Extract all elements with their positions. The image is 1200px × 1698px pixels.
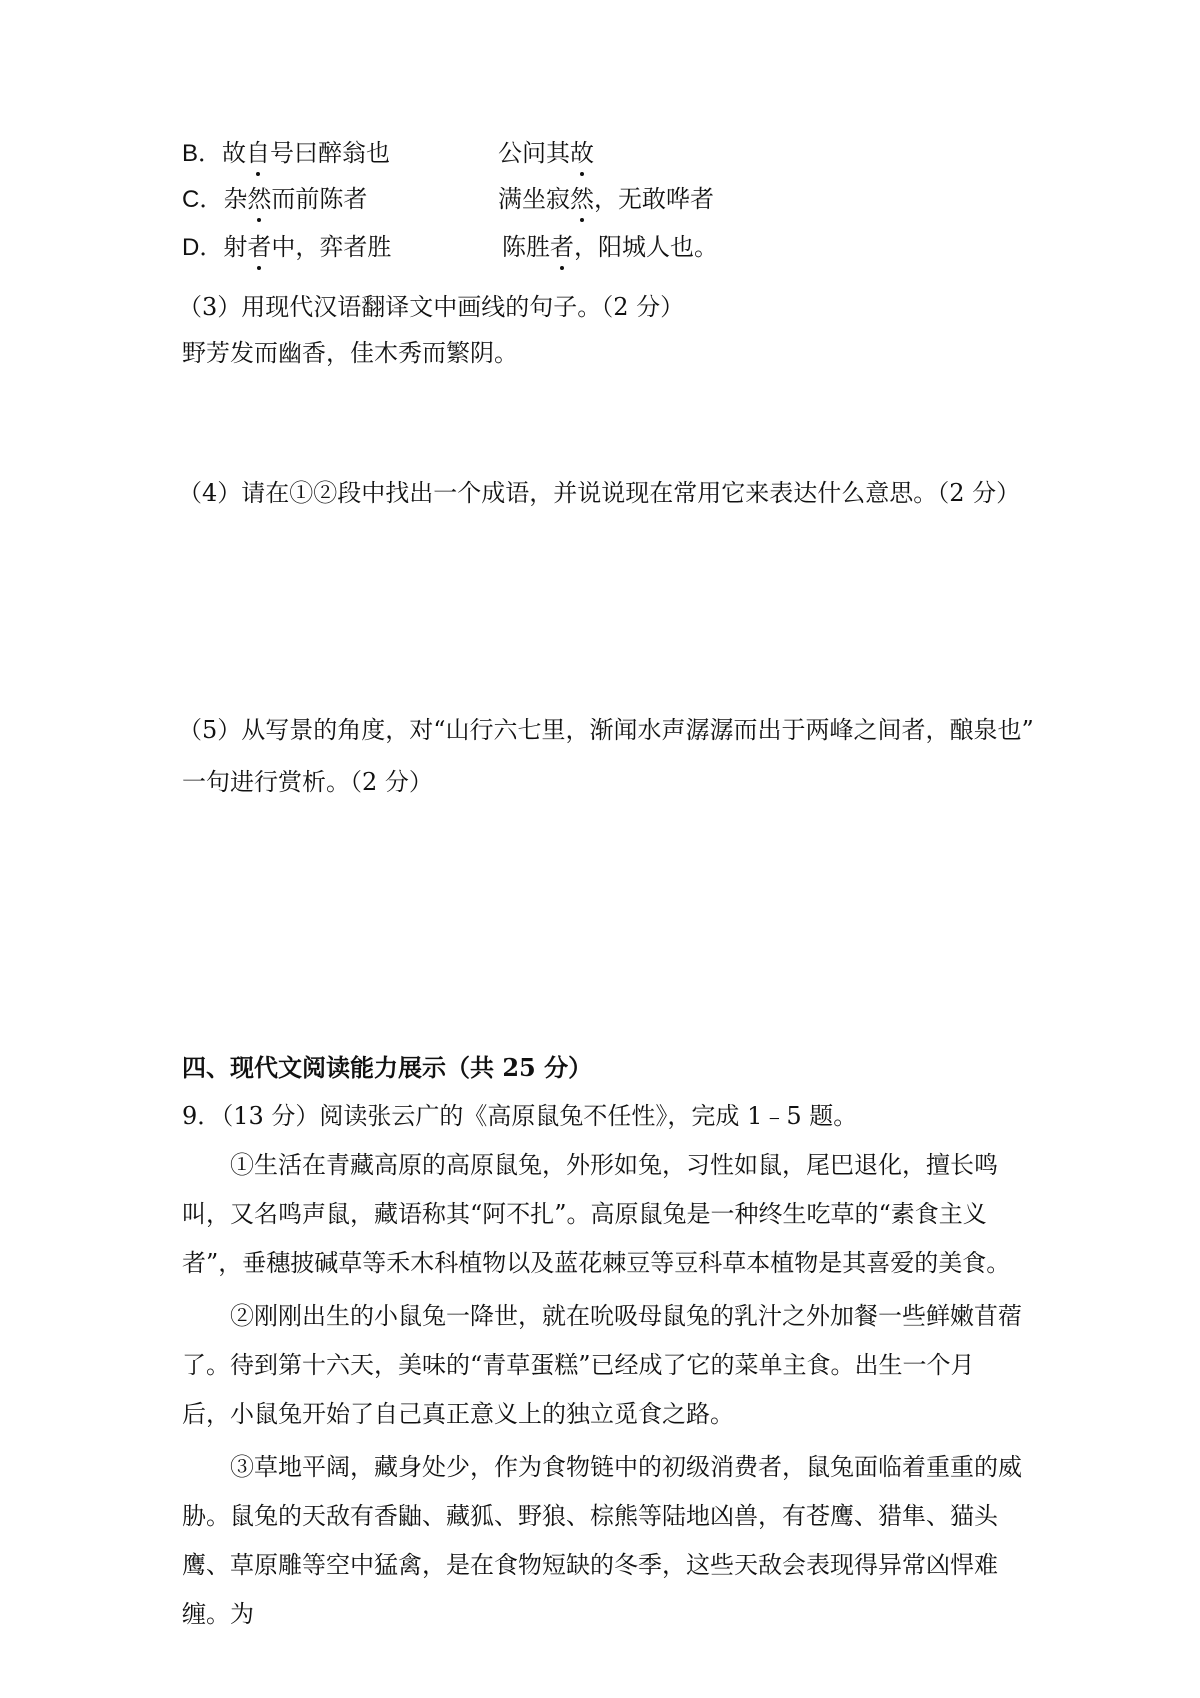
dotted-char: 然: [247, 185, 272, 213]
option-label: D．: [182, 234, 224, 261]
option-c: C．杂然而前陈者: [182, 185, 368, 213]
option-c-right: 满坐寂然，无敢哗者: [498, 185, 714, 213]
dotted-char: 然: [570, 185, 594, 213]
reading-paragraph-2: ②刚刚出生的小鼠兔一降世，就在吮吸母鼠兔的乳汁之外加餐一些鲜嫩苜蓿了。待到第十六天，美味的“青草蛋糕”已经成了它的菜单主食。出生一个月后，小鼠兔开始了自己真正意义上的独立觅食之路。: [182, 1302, 1022, 1428]
reading-paragraph-1: ①生活在青藏高原的高原鼠兔，外形如兔，习性如鼠，尾巴退化，擅长鸣叫，又名鸣声鼠，藏语称其“阿不扎”。高原鼠兔是一种终生吃草的“素食主义者”，垂穗披碱草等禾木科植物以及蓝花棘豆等豆科草本植物是其喜爱的美食。: [182, 1151, 1011, 1277]
option-label: B．: [182, 140, 223, 167]
question-3-sentence: 野芳发而幽香，佳木秀而繁阴。: [182, 339, 518, 367]
dotted-char: 者: [247, 233, 272, 261]
option-b: B．故自号曰醉翁也: [182, 139, 391, 167]
dotted-char: 自: [246, 139, 271, 167]
question-5-line-1: （5）从写景的角度，对“山行六七里，渐闻水声潺潺而出于两峰之间者，酿泉也”: [178, 716, 1034, 744]
option-d: D．射者中，弈者胜: [182, 233, 392, 261]
dotted-char: 故: [570, 139, 594, 167]
question-5-line-2: 一句进行赏析。（2 分）: [182, 768, 433, 796]
option-d-right: 陈胜者，阳城人也。: [502, 233, 718, 261]
question-3-prompt: （3）用现代汉语翻译文中画线的句子。（2 分）: [178, 293, 685, 321]
dotted-char: 者: [550, 233, 574, 261]
question-9-title: 9．（13 分）阅读张云广的《高原鼠兔不任性》，完成 1﹣5 题。: [182, 1102, 858, 1130]
option-label: C．: [182, 186, 224, 213]
section-heading: 四、现代文阅读能力展示（共 25 分）: [182, 1053, 593, 1082]
reading-paragraph-3: ③草地平阔，藏身处少，作为食物链中的初级消费者，鼠兔面临着重重的威胁。鼠兔的天敌有香鼬、藏狐、野狼、棕熊等陆地凶兽，有苍鹰、猎隼、猫头鹰、草原雕等空中猛禽，是在食物短缺的冬季，这些天敌会表现得异常凶悍难缠。为: [182, 1453, 1022, 1628]
question-4-prompt: （4）请在①②段中找出一个成语，并说说现在常用它来表达什么意思。（2 分）: [178, 479, 1021, 507]
option-b-right: 公问其故: [498, 139, 594, 167]
